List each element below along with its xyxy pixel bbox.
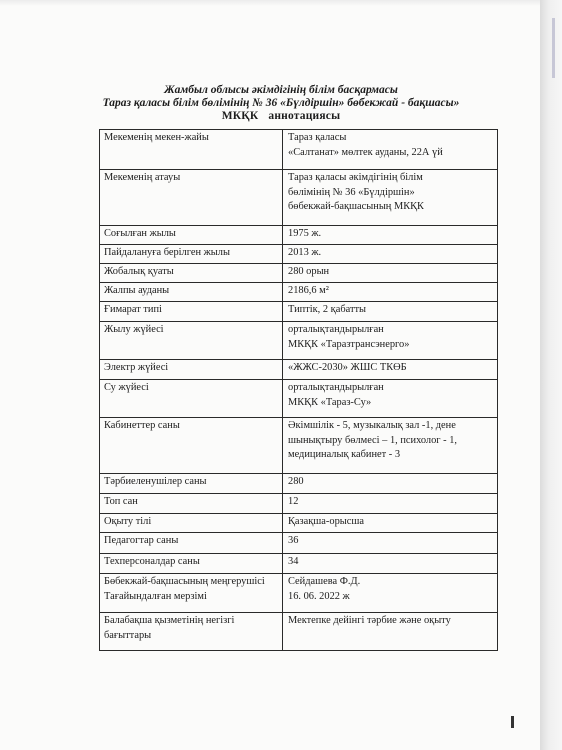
row-label-cell — [100, 245, 283, 264]
row-label-cell — [100, 360, 283, 380]
row-label-cell — [100, 494, 283, 514]
table-row — [100, 283, 498, 302]
table-row — [100, 226, 498, 245]
row-value-line: 34 — [288, 556, 299, 567]
row-label-cell — [100, 264, 283, 283]
row-value-cell — [283, 613, 498, 651]
table-row — [100, 533, 498, 554]
row-value-line: Типтік, 2 қабатты — [288, 304, 367, 315]
row-label-cell — [100, 130, 283, 170]
table-row — [100, 613, 498, 651]
scan-mark — [511, 716, 514, 728]
row-value-line: Тараз қаласы әкімдігінің білім — [288, 172, 423, 183]
row-value-line: МКҚК «Тараз-Су» — [288, 396, 372, 408]
row-label: Мекеменің мекен-жайы — [104, 132, 209, 143]
row-value-line: Мектепке дейінгі тәрбие және оқыту — [288, 615, 451, 626]
row-label: Балабақша қызметінің негізгі — [104, 615, 235, 626]
row-value-line: медициналық кабинет - 3 — [288, 449, 401, 460]
row-label: Тәрбиеленушілер саны — [104, 476, 207, 487]
row-label-cell — [100, 613, 283, 651]
header-annotation: аннотациясы — [268, 110, 341, 122]
table-row — [100, 554, 498, 574]
row-label: Жылу жүйесі — [104, 324, 164, 335]
row-value-line: «Салтанат» мөлтек ауданы, 22А үй — [288, 146, 443, 158]
row-label-cell — [100, 283, 283, 302]
row-label: Мекеменің атауы — [104, 172, 181, 183]
row-label: Жобалық қуаты — [104, 266, 174, 277]
row-value-line: бөлімінің № 36 «Бүлдіршін» — [288, 186, 415, 198]
row-value-line: 280 — [288, 476, 304, 487]
row-value-line: 12 — [288, 496, 299, 507]
row-value-line: 1975 ж. — [288, 228, 322, 239]
row-value-cell — [283, 264, 498, 283]
row-label-cell — [100, 533, 283, 554]
table-row — [100, 380, 498, 418]
header-org-type: МКҚК — [221, 110, 259, 122]
row-value-line: орталықтандырылған — [288, 382, 384, 393]
row-label-cell — [100, 302, 283, 322]
row-value-cell — [283, 494, 498, 514]
table-row — [100, 302, 498, 322]
row-label: Оқыту тілі — [104, 516, 152, 527]
row-value-cell — [283, 226, 498, 245]
row-label-cell — [100, 170, 283, 226]
row-value-line: 2013 ж. — [288, 247, 322, 258]
row-label: Электр жүйесі — [104, 362, 169, 373]
row-value-cell — [283, 130, 498, 170]
row-label: Су жүйесі — [104, 382, 149, 393]
row-value-cell — [283, 474, 498, 494]
info-table — [99, 129, 498, 651]
row-label: Соғылған жылы — [104, 228, 176, 239]
row-value-cell — [283, 533, 498, 554]
header-line-3 — [0, 110, 562, 123]
table-row — [100, 322, 498, 360]
row-value-line: 16. 06. 2022 ж — [288, 590, 350, 602]
row-label-cell — [100, 474, 283, 494]
table-row — [100, 514, 498, 533]
row-label: Бөбекжай-бақшасының меңгерушісі — [104, 576, 265, 587]
table-row — [100, 170, 498, 226]
row-value-cell — [283, 574, 498, 613]
row-value-line: Сейдашева Ф.Д. — [288, 576, 361, 587]
row-value-line: Тараз қаласы — [288, 132, 347, 143]
row-value-cell — [283, 322, 498, 360]
row-label-cell — [100, 322, 283, 360]
table-row — [100, 360, 498, 380]
row-label: Топ сан — [104, 496, 138, 507]
header-line-1: Жамбыл облысы әкімдігінің білім басқармасы — [164, 84, 398, 96]
row-value-line: 36 — [288, 535, 299, 546]
scan-edge-mark — [552, 18, 555, 78]
row-label-cell — [100, 418, 283, 474]
row-label: Педагогтар саны — [104, 535, 179, 546]
row-value-cell — [283, 245, 498, 264]
row-label-cell — [100, 574, 283, 613]
header-line-2: Тараз қаласы білім бөлімінің № 36 «Бүлдіршін» бөбекжай - бақшасы» — [102, 97, 460, 109]
row-label-line-2: Тағайындалған мерзімі — [104, 590, 207, 602]
row-label: Техперсоналдар саны — [104, 556, 200, 567]
row-value-cell — [283, 554, 498, 574]
table-row — [100, 418, 498, 474]
row-label: Жалпы ауданы — [104, 285, 170, 296]
document-header — [0, 84, 562, 123]
table-row — [100, 474, 498, 494]
row-value-cell — [283, 170, 498, 226]
table-row — [100, 130, 498, 170]
table-row — [100, 574, 498, 613]
row-value-line: Әкімшілік - 5, музыкалық зал -1, дене — [288, 420, 456, 431]
row-value-line: 2186,6 м² — [288, 285, 329, 296]
row-value-line: орталықтандырылған — [288, 324, 384, 335]
row-label-cell — [100, 554, 283, 574]
table-row — [100, 264, 498, 283]
row-value-cell — [283, 302, 498, 322]
row-label: Кабинеттер саны — [104, 420, 180, 431]
row-value-cell — [283, 360, 498, 380]
row-label-line-2: бағыттары — [104, 629, 152, 641]
row-label: Ғимарат типі — [104, 304, 162, 315]
row-label-cell — [100, 226, 283, 245]
row-label-cell — [100, 514, 283, 533]
row-value-line: 280 орын — [288, 266, 330, 277]
row-value-cell — [283, 514, 498, 533]
row-label-cell — [100, 380, 283, 418]
page-top-edge — [0, 0, 540, 6]
row-value-cell — [283, 380, 498, 418]
row-value-line: МКҚК «Таразтрансэнерго» — [288, 338, 410, 350]
table-row — [100, 494, 498, 514]
row-value-cell — [283, 283, 498, 302]
row-value-cell — [283, 418, 498, 474]
table-row — [100, 245, 498, 264]
row-value-line: Қазақша-орысша — [288, 516, 364, 527]
row-value-line: шынықтыру бөлмесі – 1, психолог - 1, — [288, 434, 458, 446]
row-value-line: «ЖЖС-2030» ЖШС ТКӨБ — [288, 362, 407, 373]
row-value-line: бөбекжай-бақшасының МКҚК — [288, 201, 424, 212]
row-label: Пайдалануға берілген жылы — [104, 247, 230, 258]
